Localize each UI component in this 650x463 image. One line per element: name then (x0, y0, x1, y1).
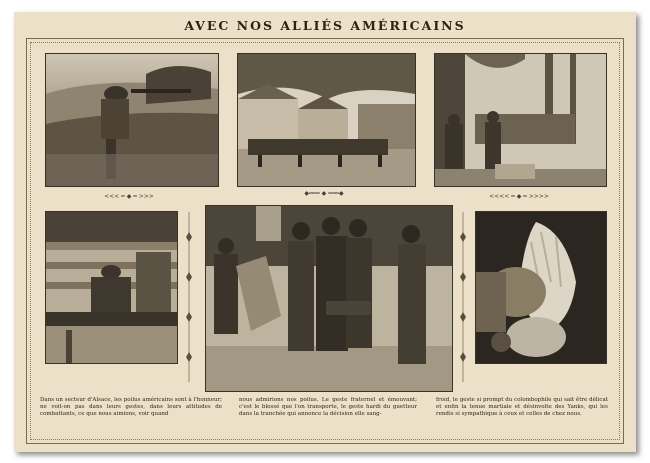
ornament-left: <<< ━ ◆ ━ >>> (104, 193, 154, 200)
photo-dugout-soldiers (45, 211, 178, 364)
page-title: AVEC NOS ALLIÉS AMÉRICAINS (184, 18, 466, 33)
vertical-ornament-right (459, 212, 467, 382)
caption-column-2: nous admirions nos poilus. Le geste fraternel et émouvant; c'est le blessé que l'on transporte, le geste hardi du guetteur dans la tranchée qui annonce la décision elle sang- (239, 397, 417, 418)
photo-village-convoy (237, 53, 416, 187)
photo-soldier-trench (45, 53, 219, 187)
caption-column-3: froid, le geste si prompt du colombophile qui sait être délicat et enfin la tenue martiale et désinvolte des Yanks, qui les rendis si sympathique à ceux et celles de chez nous. (436, 397, 608, 418)
magazine-page (14, 12, 636, 452)
photo-wounded-carried (205, 205, 453, 392)
vertical-ornament-left (185, 212, 193, 382)
photo-pigeon (475, 211, 607, 364)
ornament-right: <<<< ━ ◆ ━ >>>> (489, 193, 549, 200)
ornament-center: ◆═══ ◆ ═══◆ (304, 190, 344, 197)
photo-camp-wagons (434, 53, 607, 187)
caption-column-1: Dans un secteur d'Alsace, les poilus américains sont à l'honneur; ne voit-on pas dans leurs gestes, dans leurs attitudes de combattants, ce que nous aimions, voir quand (40, 397, 222, 418)
